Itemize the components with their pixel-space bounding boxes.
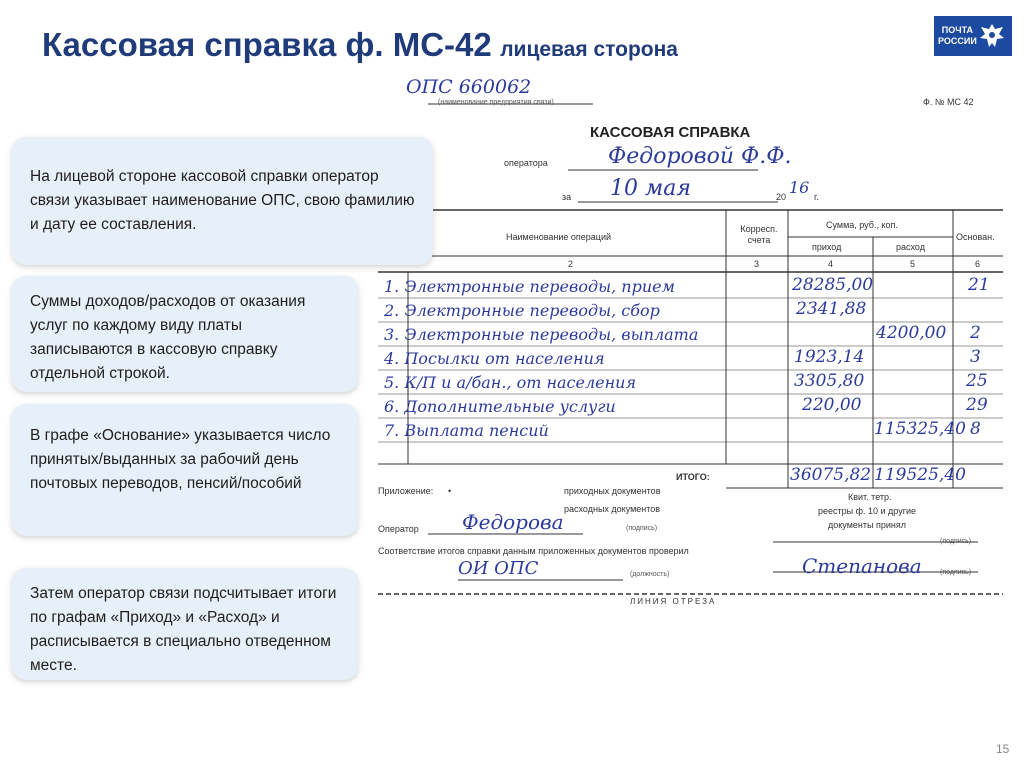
total-label: ИТОГО: bbox=[676, 472, 710, 482]
outgoing-docs: расходных документов bbox=[564, 504, 661, 514]
callout-header-info: На лицевой стороне кассовой справки оператор связи указывает наименование ОПС, свою фамилию и дату ее составления. bbox=[12, 137, 433, 265]
form-heading: КАССОВАЯ СПРАВКА bbox=[590, 124, 751, 141]
checker-sig-caption: (подпись) bbox=[940, 569, 972, 576]
callout-basis-column: В графе «Основание» указывается число принятых/выданных за рабочий день почтовых переводов, пенсий/пособий bbox=[12, 404, 358, 536]
col-num-3: 3 bbox=[754, 259, 760, 269]
receipt-note-1: Квит. тетр. bbox=[848, 492, 892, 502]
operator-name: Федоровой Ф.Ф. bbox=[608, 144, 792, 169]
row-6-basis: 29 bbox=[966, 395, 988, 415]
ops-name: ОПС 660062 bbox=[406, 76, 532, 98]
row-7-expense: 115325,40 bbox=[874, 419, 966, 439]
operator-label: оператора bbox=[504, 158, 548, 168]
header-name: Наименование операций bbox=[506, 232, 611, 242]
logo-line-1: ПОЧТА bbox=[941, 25, 974, 35]
header-income: приход bbox=[812, 242, 842, 252]
receipt-note-3: документы принял bbox=[828, 520, 906, 530]
col-num-4: 4 bbox=[828, 259, 834, 269]
row-2-name: 2. Электронные переводы, сбор bbox=[384, 301, 660, 320]
row-5-name: 5. К/П и а/бан., от населения bbox=[384, 373, 637, 392]
logo-line-2: РОССИИ bbox=[938, 36, 977, 46]
title-main: Кассовая справка ф. МС-42 bbox=[42, 26, 492, 63]
row-6-name: 6. Дополнительные услуги bbox=[384, 397, 616, 416]
checker-position: ОИ ОПС bbox=[458, 558, 539, 579]
header-basis: Основан. bbox=[956, 232, 995, 242]
row-6-income: 220,00 bbox=[802, 395, 862, 415]
row-1-name: 1. Электронные переводы, прием bbox=[384, 277, 675, 296]
form-code: Ф. № МС 42 bbox=[923, 97, 974, 107]
header-account: Корресп. счета bbox=[740, 224, 778, 245]
operator-sig-caption: (подпись) bbox=[626, 525, 658, 532]
row-2-income: 2341,88 bbox=[796, 299, 867, 319]
row-1-basis: 21 bbox=[968, 275, 990, 295]
cash-report-form: ОПС 660062 (наименование предприятия связи) Ф. № МС 42 КАССОВАЯ СПРАВКА оператора Федоровой Ф.Ф. за 10 мая 20 16 г. Наименование операций Корресп. счета Сумма, руб., коп. приход расход Основан. 2 3 4 5 6 1. Электронные переводы, прием 28285,00 21 2. Электронные переводы, сбор 2341,88 3. Электронные переводы, выплата 4200,00 2 4. Посылки от населения 1923,14 3 5. К/П и а/бан., от населения 3305,80 25 6. Дополнительные услуги 220,00 29 7. Выплата пенсий 115325,40 8 ИТОГО: 36075,82 119525,40 Приложение: • приходных документов расходных документов Квит. тетр. реестры ф. 10 и другие документы принял Оператор Федорова (подпись) (подпись) Соответствие итогов справки данным приложенных документов проверил ОИ ОПС (должность) Степанова (подпись) ЛИНИЯ ОТРЕЗА bbox=[378, 72, 1008, 617]
row-3-expense: 4200,00 bbox=[876, 323, 947, 343]
row-7-basis: 8 bbox=[970, 419, 981, 439]
title-subtitle: лицевая сторона bbox=[500, 38, 678, 61]
row-4-basis: 3 bbox=[970, 347, 981, 367]
receiver-sig-caption: (подпись) bbox=[940, 538, 972, 545]
row-7-name: 7. Выплата пенсий bbox=[384, 421, 549, 440]
cut-line-label: ЛИНИЯ ОТРЕЗА bbox=[630, 597, 717, 606]
row-1-income: 28285,00 bbox=[792, 275, 874, 295]
row-5-income: 3305,80 bbox=[794, 371, 865, 391]
receipt-note-2: реестры ф. 10 и другие bbox=[818, 506, 917, 516]
row-5-basis: 25 bbox=[966, 371, 988, 391]
row-4-name: 4. Посылки от населения bbox=[384, 349, 605, 368]
eagle-icon bbox=[976, 20, 1008, 52]
row-3-name: 3. Электронные переводы, выплата bbox=[384, 325, 699, 344]
date-label: за bbox=[562, 192, 572, 202]
pochta-rossii-logo bbox=[934, 16, 1012, 56]
header-expense: расход bbox=[896, 242, 925, 252]
col-num-6: 6 bbox=[975, 259, 981, 269]
year-prefix: 20 bbox=[776, 192, 787, 202]
slide-title bbox=[42, 26, 678, 64]
position-caption: (должность) bbox=[630, 571, 670, 578]
checker-signature: Степанова bbox=[802, 554, 922, 578]
check-text: Соответствие итогов справки данным приложенных документов проверил bbox=[378, 546, 689, 556]
row-3-basis: 2 bbox=[970, 323, 981, 343]
incoming-docs: приходных документов bbox=[564, 486, 661, 496]
date-value: 10 мая bbox=[610, 176, 691, 201]
year-suffix: г. bbox=[814, 192, 819, 202]
page-number: 15 bbox=[996, 742, 1010, 756]
col-num-2: 2 bbox=[568, 259, 574, 269]
callout-totals-signature: Затем оператор связи подсчитывает итоги по графам «Приход» и «Расход» и расписывается в специально отведенном месте. bbox=[12, 568, 358, 680]
attachment-label: Приложение: bbox=[378, 486, 434, 496]
callout-income-expense: Суммы доходов/расходов от оказания услуг по каждому виду платы записываются в кассовую справку отдельной строкой. bbox=[12, 276, 358, 392]
year-value: 16 bbox=[789, 178, 810, 197]
operator-signature: Федорова bbox=[462, 510, 564, 534]
row-4-income: 1923,14 bbox=[794, 347, 865, 367]
operator-sig-label: Оператор bbox=[378, 524, 419, 534]
header-sum: Сумма, руб., коп. bbox=[826, 220, 898, 230]
ops-caption: (наименование предприятия связи) bbox=[438, 99, 554, 106]
total-expense: 119525,40 bbox=[874, 465, 966, 485]
col-num-5: 5 bbox=[910, 259, 916, 269]
total-income: 36075,82 bbox=[790, 465, 872, 485]
